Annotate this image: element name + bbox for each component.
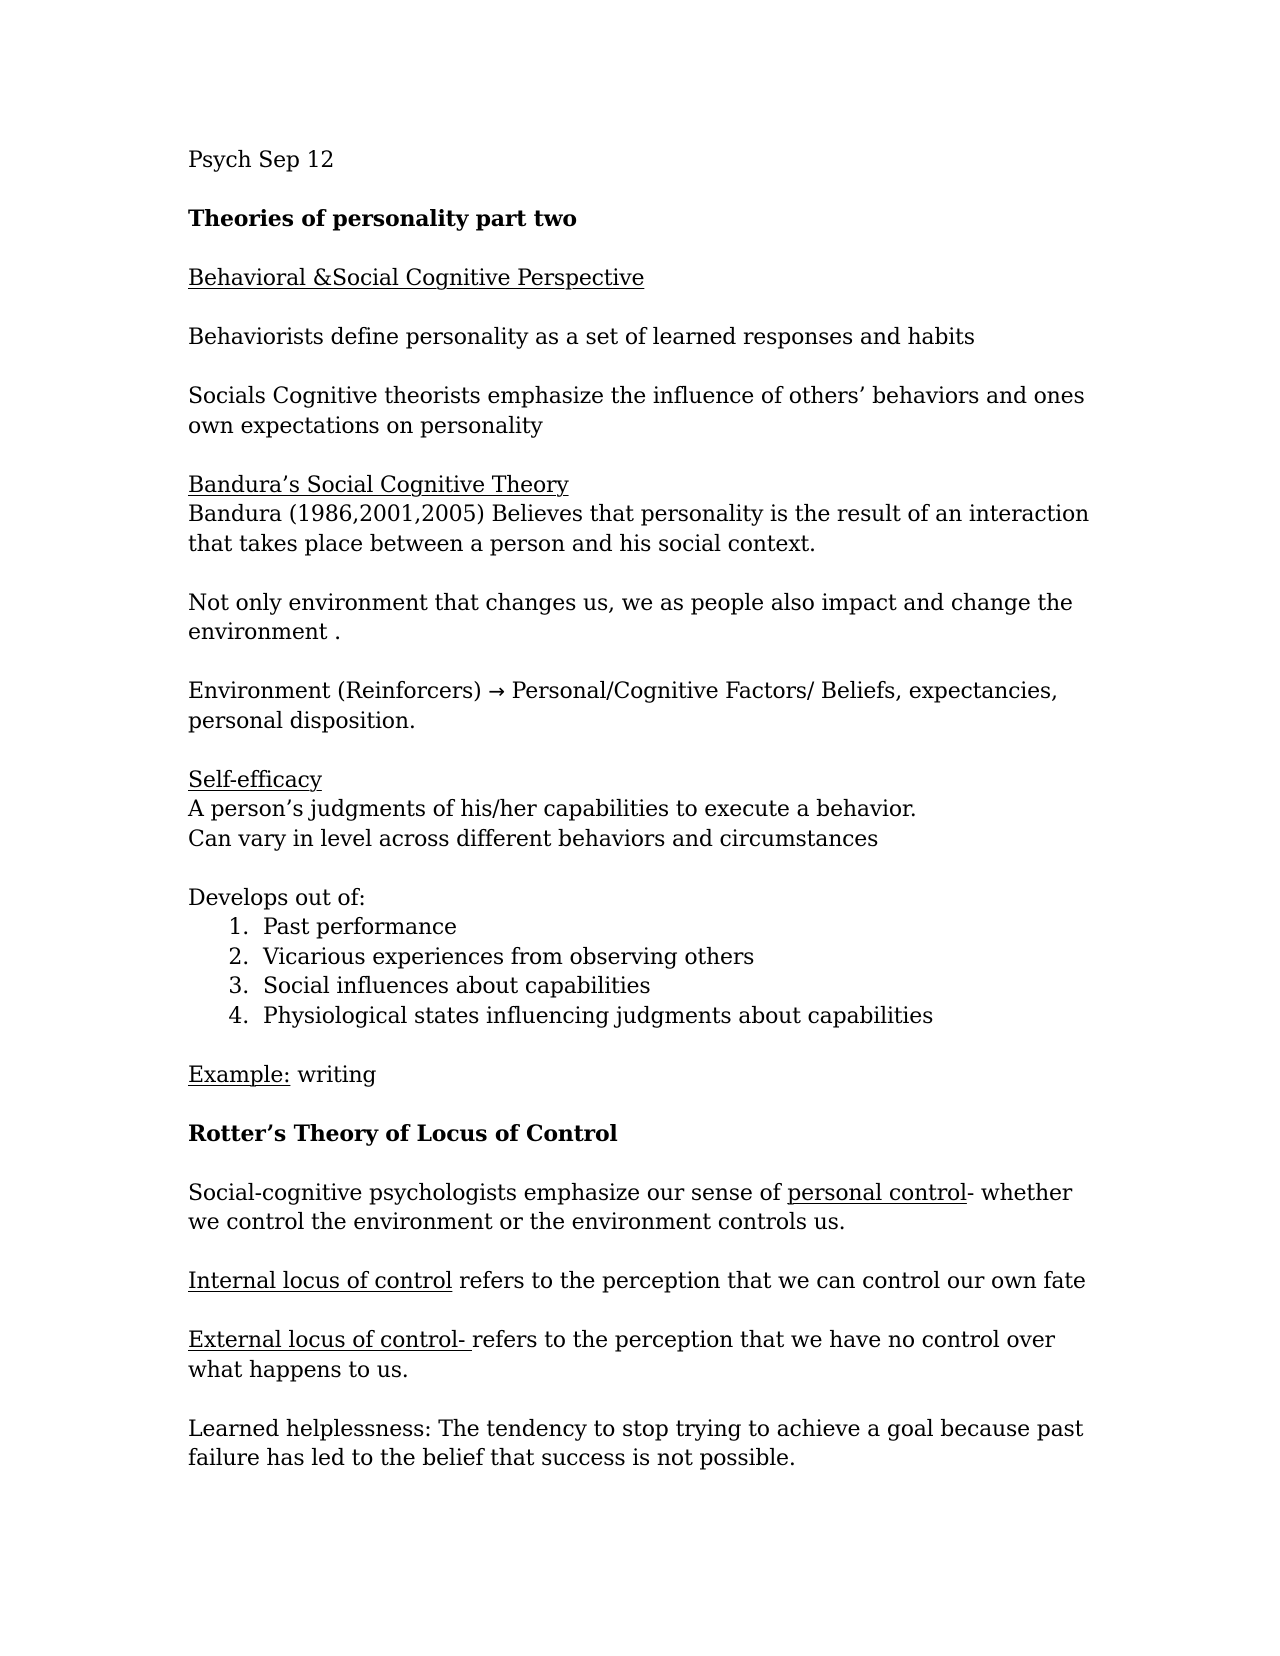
- list-item-number: 2.: [228, 944, 249, 970]
- doc-title: Theories of personality part two: [188, 206, 577, 232]
- paragraph-example: [188, 1061, 1093, 1091]
- develops-label: Develops out of:: [188, 885, 366, 911]
- develops-list: [188, 913, 1093, 1031]
- section-heading-rotter: Rotter’s Theory of Locus of Control: [188, 1120, 618, 1147]
- internal-locus-term: Internal locus of control: [188, 1269, 453, 1294]
- paragraph-learned-helplessness: Learned helplessness: The tendency to stop trying to achieve a goal because past failure has led to the belief that success is not possible.: [188, 1416, 1084, 1471]
- list-item: [188, 972, 1093, 1002]
- environment-label: Environment (Reinforcers): [188, 679, 482, 704]
- list-item: [188, 943, 1093, 973]
- paragraph-internal-locus: [188, 1267, 1093, 1297]
- doc-header: Psych Sep 12: [188, 148, 335, 173]
- section-heading-self-efficacy: [188, 766, 1093, 796]
- personal-factors-text: Personal/Cognitive Factors/ Beliefs, expectancies, personal disposition.: [188, 679, 1058, 734]
- internal-locus-text: refers to the perception that we can control our own fate: [452, 1269, 1086, 1294]
- example-text: writing: [290, 1062, 377, 1088]
- section-heading-bandura-text: Bandura’s Social Cognitive Theory: [188, 472, 569, 498]
- paragraph-behaviorists: Behaviorists define personality as a set of learned responses and habits: [188, 325, 975, 350]
- self-efficacy-definition: A person’s judgments of his/her capabilities to execute a behavior.: [188, 797, 917, 822]
- list-item-text: Social influences about capabilities: [263, 974, 651, 999]
- list-item-text: Past performance: [263, 915, 457, 940]
- paragraph-personal-control: [188, 1179, 1093, 1238]
- paragraph-environment-factors: [188, 677, 1093, 736]
- paragraph-social-cognitive: Socials Cognitive theorists emphasize the influence of others’ behaviors and ones own expectations on personality: [188, 384, 1085, 439]
- personal-control-rest: - whether we control the environment or the environment controls us.: [188, 1180, 1073, 1235]
- list-item-number: 1.: [228, 915, 249, 940]
- example-label: Example:: [188, 1062, 291, 1088]
- paragraph-external-locus: [188, 1326, 1093, 1385]
- self-efficacy-variation: Can vary in level across different behaviors and circumstances: [188, 826, 879, 852]
- list-item-number: 3.: [228, 974, 249, 999]
- external-locus-text: refers to the perception that we have no control over what happens to us.: [188, 1328, 1055, 1383]
- external-locus-term: External locus of control-: [188, 1328, 472, 1353]
- section-heading-bandura: [188, 471, 1093, 501]
- paragraph-environment-change: Not only environment that changes us, we as people also impact and change the environment .: [188, 590, 1073, 645]
- arrow-right-icon: →: [488, 679, 505, 703]
- section-heading-behavioral-text: Behavioral &Social Cognitive Perspective: [188, 266, 645, 291]
- list-item-number: 4.: [228, 1003, 249, 1029]
- section-heading-behavioral: [188, 264, 1093, 294]
- section-heading-self-efficacy-text: Self-efficacy: [188, 767, 322, 793]
- list-item: [188, 1002, 1093, 1032]
- personal-control-intro: Social-cognitive psychologists emphasize our sense of: [188, 1180, 788, 1206]
- list-item-text: Vicarious experiences from observing others: [263, 944, 755, 970]
- paragraph-bandura: Bandura (1986,2001,2005) Believes that personality is the result of an interaction that takes place between a person and his social context.: [188, 502, 1089, 557]
- personal-control-term: personal control: [787, 1180, 967, 1206]
- list-item: [188, 913, 1093, 943]
- list-item-text: Physiological states influencing judgments about capabilities: [263, 1003, 934, 1029]
- document-body: [188, 146, 1093, 1503]
